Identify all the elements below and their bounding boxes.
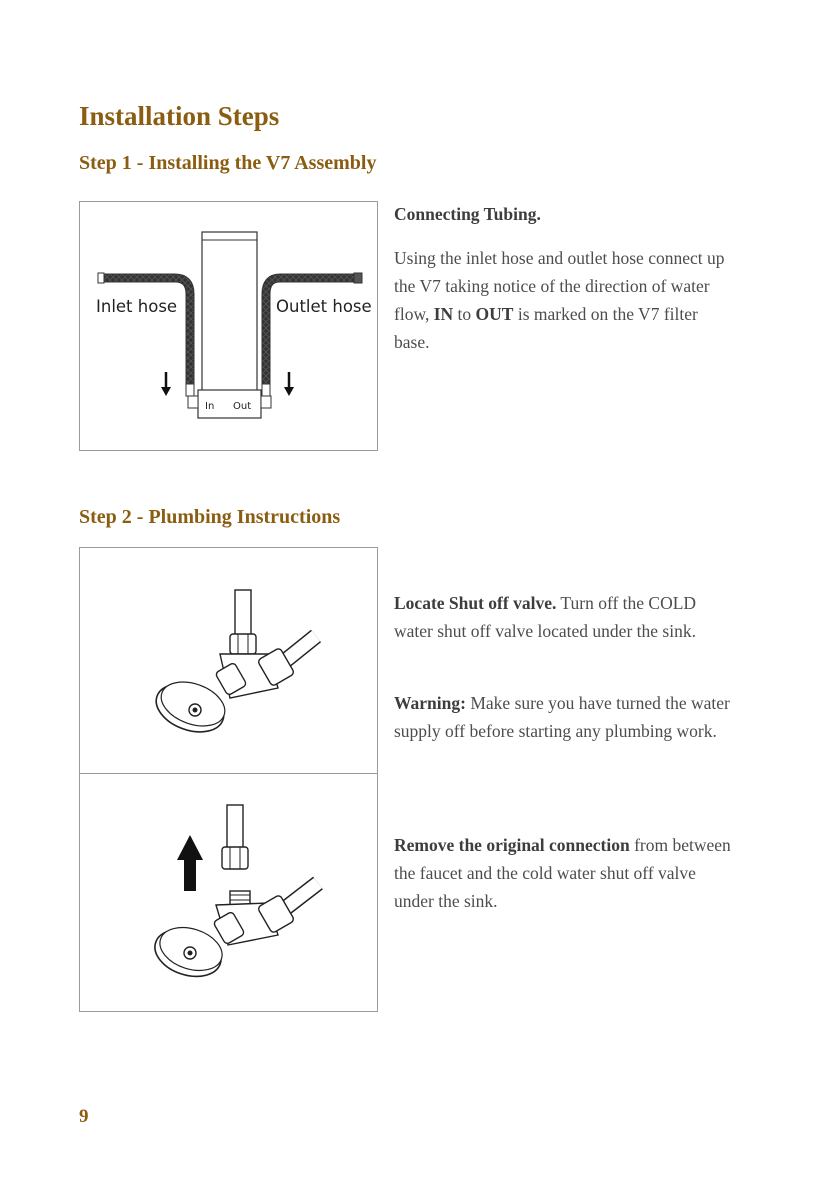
inlet-hose-label: Inlet hose (96, 297, 178, 316)
inlet-hose (98, 273, 194, 396)
warning-bold: Warning: (394, 693, 466, 713)
connecting-tubing-text (394, 244, 734, 356)
in-keyword: IN (433, 304, 454, 324)
connecting-text-end: is marked on the V7 filter base. (394, 304, 698, 352)
warning-text: Make sure you have turned the water supply off before starting any plumbing work. (394, 693, 730, 741)
locate-valve-text: Turn off the COLD water shut off valve located under the sink. (394, 593, 697, 641)
locate-valve-bold: Locate Shut off valve. (394, 593, 557, 613)
filter-hose-illustration (80, 202, 376, 449)
up-arrow-icon (177, 835, 203, 891)
outlet-hose (262, 273, 362, 396)
remove-connection-bold: Remove the original connection (394, 835, 630, 855)
down-arrow-icon (161, 372, 171, 396)
in-port-label: In (205, 401, 215, 412)
outlet-hose-label: Outlet hose (276, 297, 372, 316)
plumbing-diagram (79, 547, 378, 1012)
to-word: to (453, 304, 476, 324)
shutoff-valve-illustration (80, 548, 376, 772)
page-title: Installation Steps (79, 101, 280, 131)
remove-connection-paragraph (394, 831, 734, 915)
remove-connection-illustration (80, 775, 376, 1011)
filter-housing (188, 232, 271, 418)
remove-connection-text: from between the faucet and the cold water shut off valve under the sink. (394, 835, 731, 911)
out-port-label: Out (233, 401, 252, 412)
step1-heading: Step 1 - Installing the V7 Assembly (79, 152, 377, 174)
page-number: 9 (79, 1106, 89, 1127)
filter-hose-diagram (79, 201, 378, 451)
down-arrow-icon (284, 372, 294, 396)
connecting-tubing-title: Connecting Tubing. (394, 204, 541, 224)
step2-heading: Step 2 - Plumbing Instructions (79, 506, 341, 528)
figure-divider (80, 773, 377, 774)
out-keyword: OUT (475, 304, 514, 324)
connecting-text-part: Using the inlet hose and outlet hose connect up the V7 taking notice of the direction of water flow, (394, 248, 725, 324)
locate-valve-paragraph (394, 589, 734, 645)
warning-paragraph (394, 689, 734, 745)
